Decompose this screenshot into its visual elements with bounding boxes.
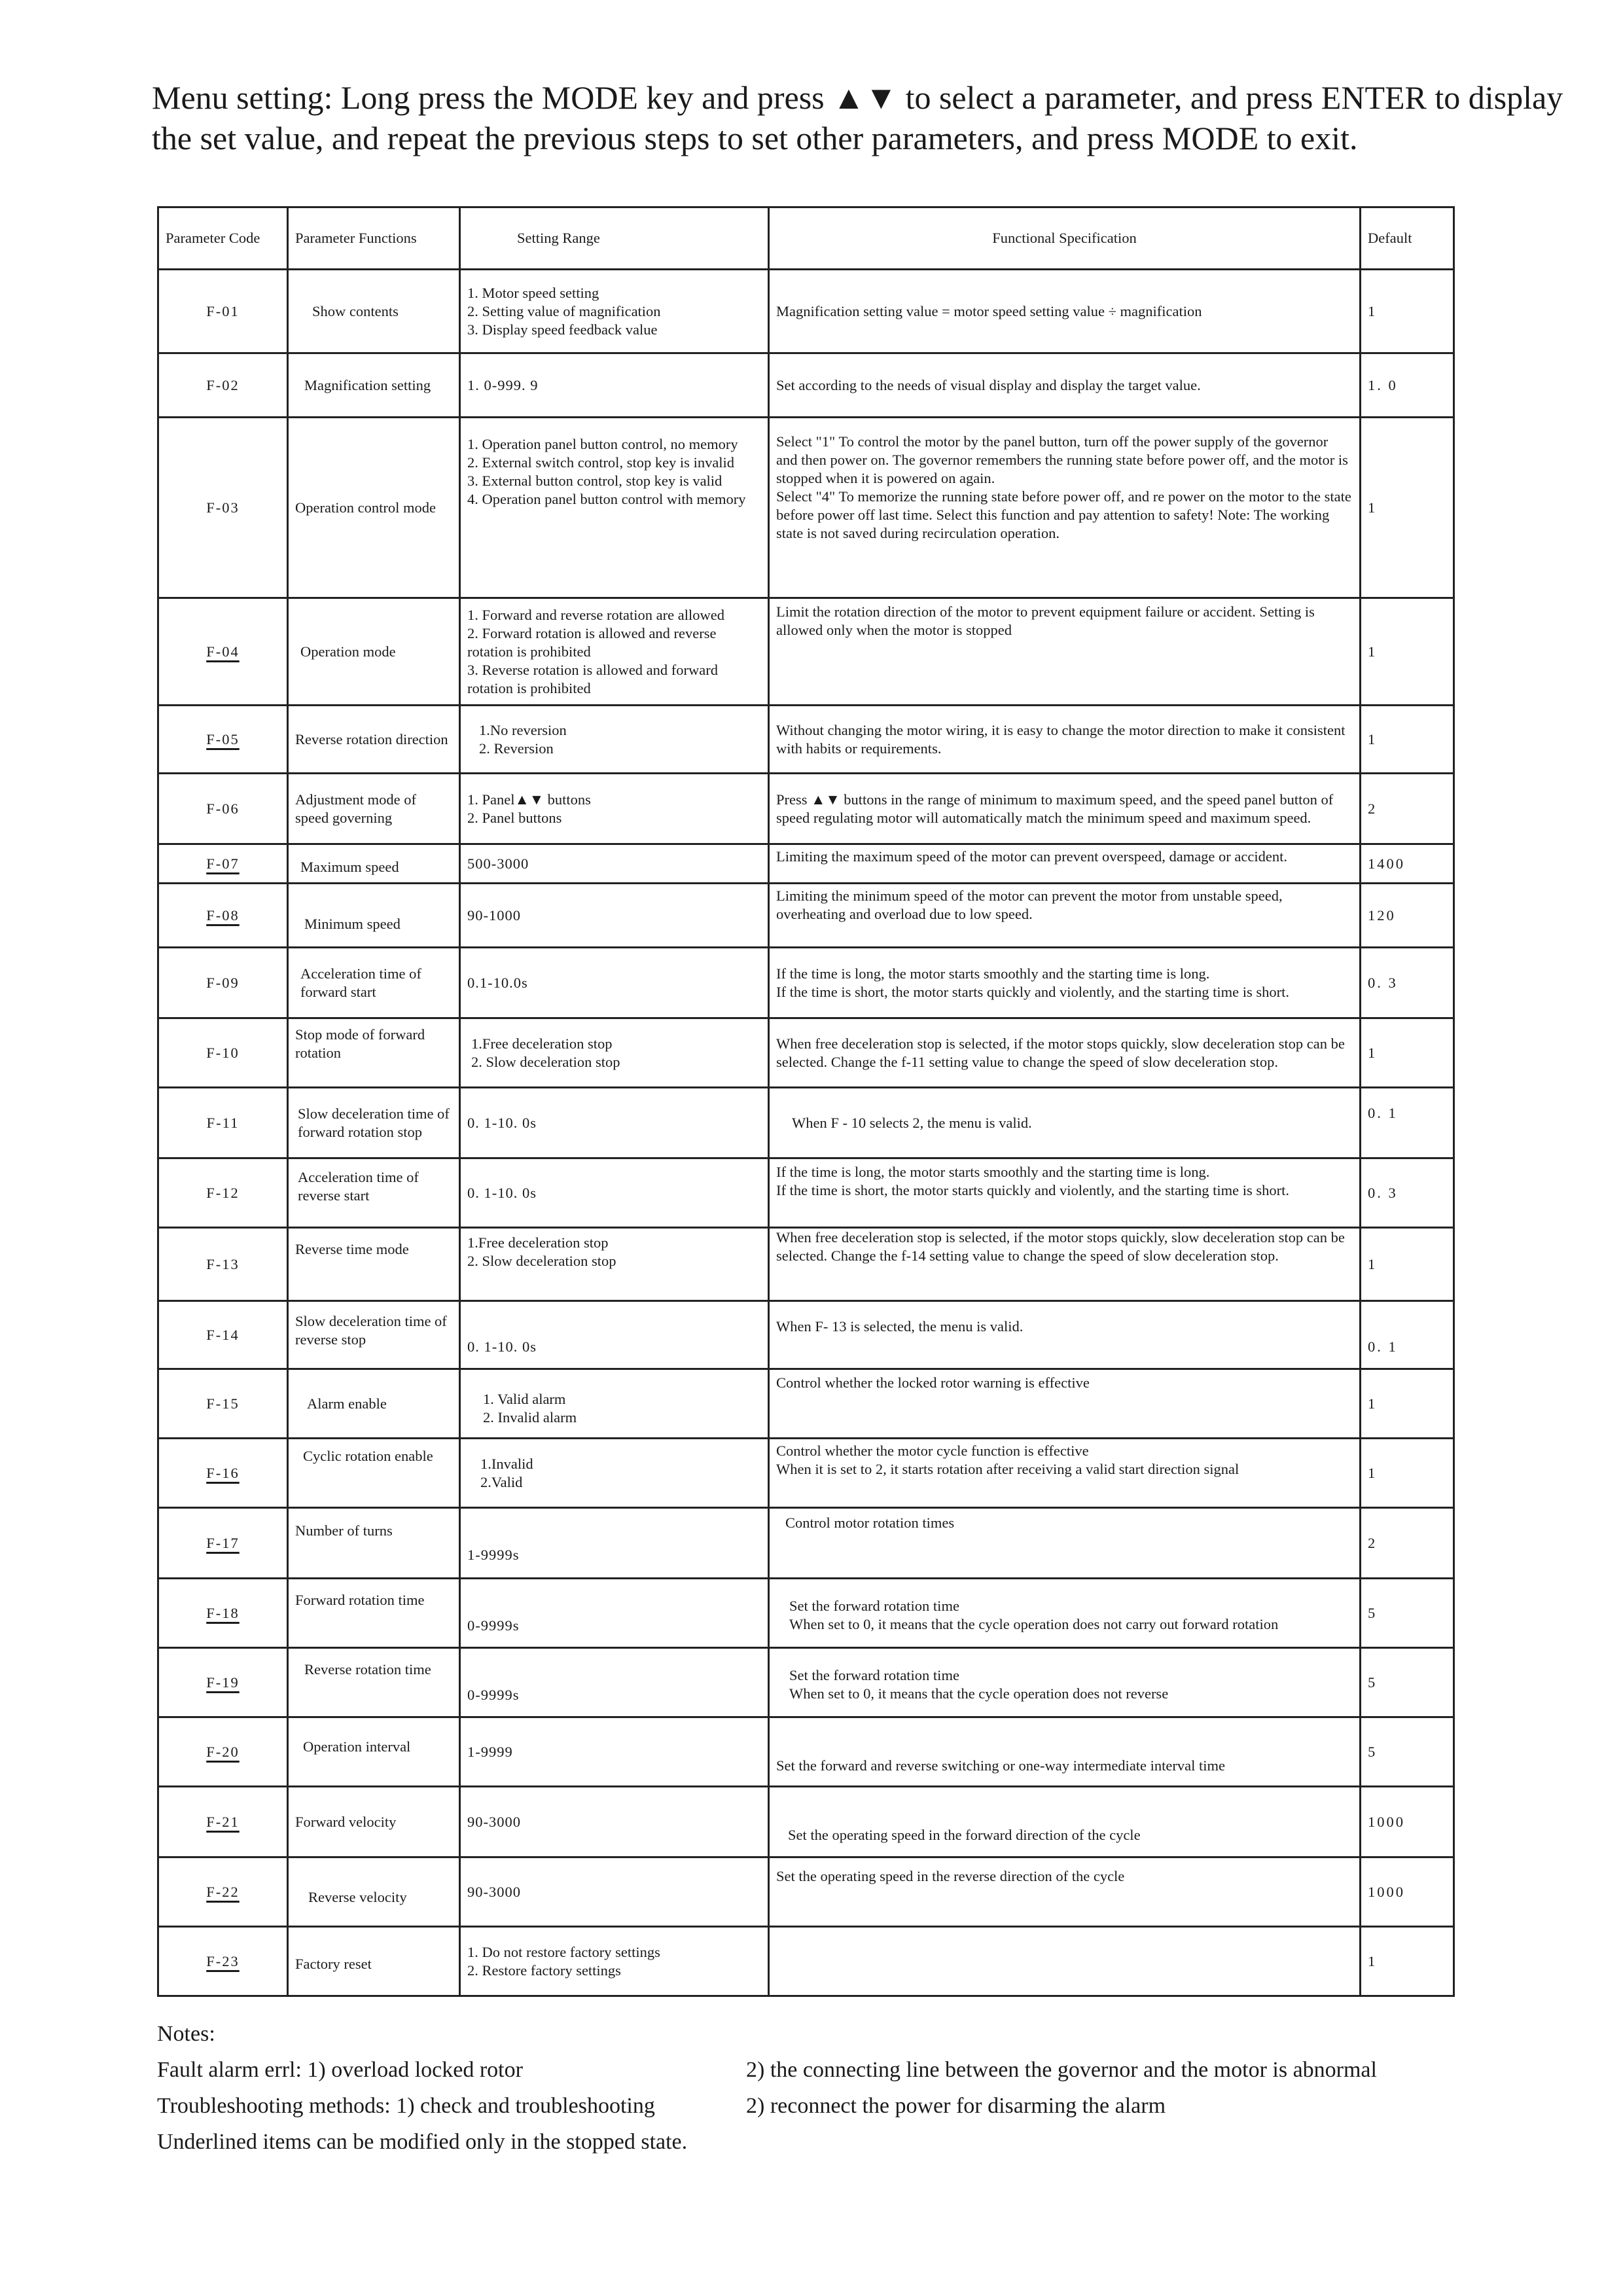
parameter-function: Forward velocity <box>288 1787 460 1857</box>
default-value: 1000 <box>1361 1857 1454 1927</box>
troubleshooting-method-2: 2) reconnect the power for disarming the alarm <box>746 2094 1166 2118</box>
setting-range: 1.Free deceleration stop 2. Slow deceleration stop <box>460 1018 769 1088</box>
default-value: 1 <box>1361 418 1454 598</box>
setting-range: 1. 0-999. 9 <box>460 353 769 418</box>
default-value: 1 <box>1361 1228 1454 1301</box>
table-row <box>158 270 1454 353</box>
underline-note: Underlined items can be modified only in the stopped state. <box>157 2130 688 2154</box>
functional-specification: Limit the rotation direction of the motor to prevent equipment failure or accident. Setting is allowed only when the motor is stopped <box>769 598 1361 706</box>
parameter-code: F-17 <box>158 1508 288 1579</box>
table-row <box>158 1508 1454 1579</box>
functional-specification: Control whether the motor cycle function is effective When it is set to 2, it starts rotation after receiving a valid start direction signal <box>769 1439 1361 1508</box>
functional-specification: Press ▲▼ buttons in the range of minimum to maximum speed, and the speed panel button of speed regulating motor will automatically match the minimum speed and maximum speed. <box>769 774 1361 844</box>
parameter-code: F-22 <box>158 1857 288 1927</box>
parameter-function: Operation control mode <box>288 418 460 598</box>
table-row <box>158 1648 1454 1717</box>
functional-specification: Set the operating speed in the reverse direction of the cycle <box>769 1857 1361 1927</box>
parameter-function: Forward rotation time <box>288 1579 460 1648</box>
table-row <box>158 1301 1454 1369</box>
setting-range: 1. Panel▲▼ buttons 2. Panel buttons <box>460 774 769 844</box>
parameter-function: Operation interval <box>288 1717 460 1787</box>
troubleshooting-line <box>157 2088 1531 2124</box>
parameter-code: F-10 <box>158 1018 288 1088</box>
setting-range: 1. Motor speed setting 2. Setting value of magnification 3. Display speed feedback value <box>460 270 769 353</box>
functional-specification: Set the operating speed in the forward direction of the cycle <box>769 1787 1361 1857</box>
setting-range: 1. Operation panel button control, no memory 2. External switch control, stop key is invalid 3. External button control, stop key is valid 4. Operation panel button control with memory <box>460 418 769 598</box>
menu-setting-instructions: Menu setting: Long press the MODE key and press ▲▼ to select a parameter, and press ENTER to display the set value, and repeat the previous steps to set other parameters, and press MODE to exit. <box>152 79 1563 156</box>
table-row <box>158 1787 1454 1857</box>
header-setting-range: Setting Range <box>460 207 769 270</box>
default-value: 1 <box>1361 1927 1454 1996</box>
parameter-code: F-21 <box>158 1787 288 1857</box>
parameter-code: F-18 <box>158 1579 288 1648</box>
default-value: 0. 3 <box>1361 948 1454 1018</box>
functional-specification: Control motor rotation times <box>769 1508 1361 1579</box>
table-header-row <box>158 207 1454 270</box>
functional-specification: When F- 13 is selected, the menu is valid. <box>769 1301 1361 1369</box>
functional-specification: Control whether the locked rotor warning is effective <box>769 1369 1361 1439</box>
parameter-code: F-12 <box>158 1158 288 1228</box>
functional-specification: If the time is long, the motor starts smoothly and the starting time is long. If the time is short, the motor starts quickly and violently, and the starting time is short. <box>769 1158 1361 1228</box>
setting-range: 1.Free deceleration stop 2. Slow deceleration stop <box>460 1228 769 1301</box>
parameter-function: Acceleration time of reverse start <box>288 1158 460 1228</box>
parameter-code: F-20 <box>158 1717 288 1787</box>
functional-specification: Magnification setting value = motor speed setting value ÷ magnification <box>769 270 1361 353</box>
functional-specification: Without changing the motor wiring, it is easy to change the motor direction to make it consistent with habits or requirements. <box>769 706 1361 774</box>
default-value: 5 <box>1361 1579 1454 1648</box>
setting-range: 1-9999 <box>460 1717 769 1787</box>
setting-range: 0.1-10.0s <box>460 948 769 1018</box>
default-value: 120 <box>1361 884 1454 948</box>
functional-specification: Select "1" To control the motor by the panel button, turn off the power supply of the governor and then power on. The governor remembers the running state before power off, and the motor is stopped when it is powered on again. Select "4" To memorize the running state before power off, and re power on the motor to the state before power off last time. Select this function and pay attention to safety! Note: The working state is not saved during recirculation operation. <box>769 418 1361 598</box>
default-value: 0. 1 <box>1361 1301 1454 1369</box>
default-value: 1 <box>1361 1439 1454 1508</box>
functional-specification: Limiting the minimum speed of the motor can prevent the motor from unstable speed, overheating and overload due to low speed. <box>769 884 1361 948</box>
table-row <box>158 1717 1454 1787</box>
table-row <box>158 774 1454 844</box>
table-row <box>158 706 1454 774</box>
table-row <box>158 418 1454 598</box>
default-value: 1 <box>1361 1369 1454 1439</box>
default-value: 1 <box>1361 706 1454 774</box>
header-parameter-code: Parameter Code <box>158 207 288 270</box>
parameter-code: F-06 <box>158 774 288 844</box>
default-value: 1000 <box>1361 1787 1454 1857</box>
parameter-code: F-16 <box>158 1439 288 1508</box>
default-value: 1400 <box>1361 844 1454 884</box>
table-row <box>158 598 1454 706</box>
parameter-code: F-09 <box>158 948 288 1018</box>
functional-specification: When F - 10 selects 2, the menu is valid. <box>769 1088 1361 1158</box>
functional-specification: Set the forward rotation time When set to 0, it means that the cycle operation does not carry out forward rotation <box>769 1579 1361 1648</box>
parameter-function: Slow deceleration time of forward rotation stop <box>288 1088 460 1158</box>
setting-range: 0. 1-10. 0s <box>460 1088 769 1158</box>
setting-range: 0-9999s <box>460 1648 769 1717</box>
table-row <box>158 1927 1454 1996</box>
parameter-code: F-19 <box>158 1648 288 1717</box>
parameter-function: Minimum speed <box>288 884 460 948</box>
functional-specification: Limiting the maximum speed of the motor can prevent overspeed, damage or accident. <box>769 844 1361 884</box>
table-row <box>158 844 1454 884</box>
default-value: 2 <box>1361 774 1454 844</box>
fault-alarm-cause-2: 2) the connecting line between the governor and the motor is abnormal <box>746 2058 1377 2082</box>
header-parameter-functions: Parameter Functions <box>288 207 460 270</box>
parameter-code: F-03 <box>158 418 288 598</box>
parameter-function: Number of turns <box>288 1508 460 1579</box>
table-row <box>158 1439 1454 1508</box>
notes-section <box>157 2016 1531 2160</box>
setting-range: 1. Do not restore factory settings 2. Restore factory settings <box>460 1927 769 1996</box>
setting-range: 1-9999s <box>460 1508 769 1579</box>
table-row <box>158 353 1454 418</box>
table-row <box>158 1088 1454 1158</box>
setting-range: 1.Invalid 2.Valid <box>460 1439 769 1508</box>
parameter-function: Alarm enable <box>288 1369 460 1439</box>
setting-range: 0-9999s <box>460 1579 769 1648</box>
setting-range: 90-3000 <box>460 1857 769 1927</box>
functional-specification: If the time is long, the motor starts smoothly and the starting time is long. If the time is short, the motor starts quickly and violently, and the starting time is short. <box>769 948 1361 1018</box>
functional-specification: Set the forward rotation time When set to 0, it means that the cycle operation does not reverse <box>769 1648 1361 1717</box>
parameter-code: F-01 <box>158 270 288 353</box>
parameter-code: F-14 <box>158 1301 288 1369</box>
default-value: 1. 0 <box>1361 353 1454 418</box>
parameter-code: F-13 <box>158 1228 288 1301</box>
setting-range: 1.No reversion 2. Reversion <box>460 706 769 774</box>
parameter-function: Reverse rotation time <box>288 1648 460 1717</box>
parameter-function: Slow deceleration time of reverse stop <box>288 1301 460 1369</box>
parameter-code: F-15 <box>158 1369 288 1439</box>
table-row <box>158 1018 1454 1088</box>
functional-specification: When free deceleration stop is selected, if the motor stops quickly, slow deceleration stop can be selected. Change the f-14 setting value to change the speed of slow deceleration stop. <box>769 1228 1361 1301</box>
default-value: 5 <box>1361 1648 1454 1717</box>
notes-title: Notes: <box>157 2022 215 2046</box>
default-value: 1 <box>1361 1018 1454 1088</box>
table-row <box>158 1228 1454 1301</box>
parameter-function: Factory reset <box>288 1927 460 1996</box>
parameter-code: F-07 <box>158 844 288 884</box>
parameter-code: F-04 <box>158 598 288 706</box>
functional-specification: When free deceleration stop is selected, if the motor stops quickly, slow deceleration stop can be selected. Change the f-11 setting value to change the speed of slow deceleration stop. <box>769 1018 1361 1088</box>
parameter-function: Operation mode <box>288 598 460 706</box>
table-row <box>158 948 1454 1018</box>
parameter-function: Cyclic rotation enable <box>288 1439 460 1508</box>
parameter-function: Magnification setting <box>288 353 460 418</box>
fault-alarm-line <box>157 2052 1531 2088</box>
table-row <box>158 1579 1454 1648</box>
default-value: 0. 3 <box>1361 1158 1454 1228</box>
parameter-function: Stop mode of forward rotation <box>288 1018 460 1088</box>
default-value: 5 <box>1361 1717 1454 1787</box>
default-value: 0. 1 <box>1361 1088 1454 1158</box>
setting-range: 1. Forward and reverse rotation are allowed 2. Forward rotation is allowed and reverse rotation is prohibited 3. Reverse rotation is allowed and forward rotation is prohibited <box>460 598 769 706</box>
table-row <box>158 884 1454 948</box>
parameter-function: Adjustment mode of speed governing <box>288 774 460 844</box>
setting-range: 500-3000 <box>460 844 769 884</box>
parameter-table <box>157 206 1455 1997</box>
parameter-function: Reverse rotation direction <box>288 706 460 774</box>
troubleshooting-method-1: Troubleshooting methods: 1) check and troubleshooting <box>157 2094 655 2118</box>
parameter-function: Show contents <box>288 270 460 353</box>
parameter-code: F-23 <box>158 1927 288 1996</box>
parameter-function: Reverse velocity <box>288 1857 460 1927</box>
fault-alarm-cause-1: Fault alarm errl: 1) overload locked rotor <box>157 2058 523 2082</box>
parameter-code: F-05 <box>158 706 288 774</box>
parameter-code: F-02 <box>158 353 288 418</box>
parameter-function: Acceleration time of forward start <box>288 948 460 1018</box>
setting-range: 90-3000 <box>460 1787 769 1857</box>
setting-range: 0. 1-10. 0s <box>460 1158 769 1228</box>
table-row <box>158 1158 1454 1228</box>
parameter-code: F-11 <box>158 1088 288 1158</box>
functional-specification: Set the forward and reverse switching or one-way intermediate interval time <box>769 1717 1361 1787</box>
parameter-function: Reverse time mode <box>288 1228 460 1301</box>
parameter-code: F-08 <box>158 884 288 948</box>
default-value: 1 <box>1361 598 1454 706</box>
header-default: Default <box>1361 207 1454 270</box>
setting-range: 1. Valid alarm 2. Invalid alarm <box>460 1369 769 1439</box>
functional-specification <box>769 1927 1361 1996</box>
header-functional-specification: Functional Specification <box>769 207 1361 270</box>
setting-range: 90-1000 <box>460 884 769 948</box>
functional-specification: Set according to the needs of visual display and display the target value. <box>769 353 1361 418</box>
table-row <box>158 1369 1454 1439</box>
default-value: 2 <box>1361 1508 1454 1579</box>
setting-range: 0. 1-10. 0s <box>460 1301 769 1369</box>
parameter-function: Maximum speed <box>288 844 460 884</box>
table-row <box>158 1857 1454 1927</box>
default-value: 1 <box>1361 270 1454 353</box>
